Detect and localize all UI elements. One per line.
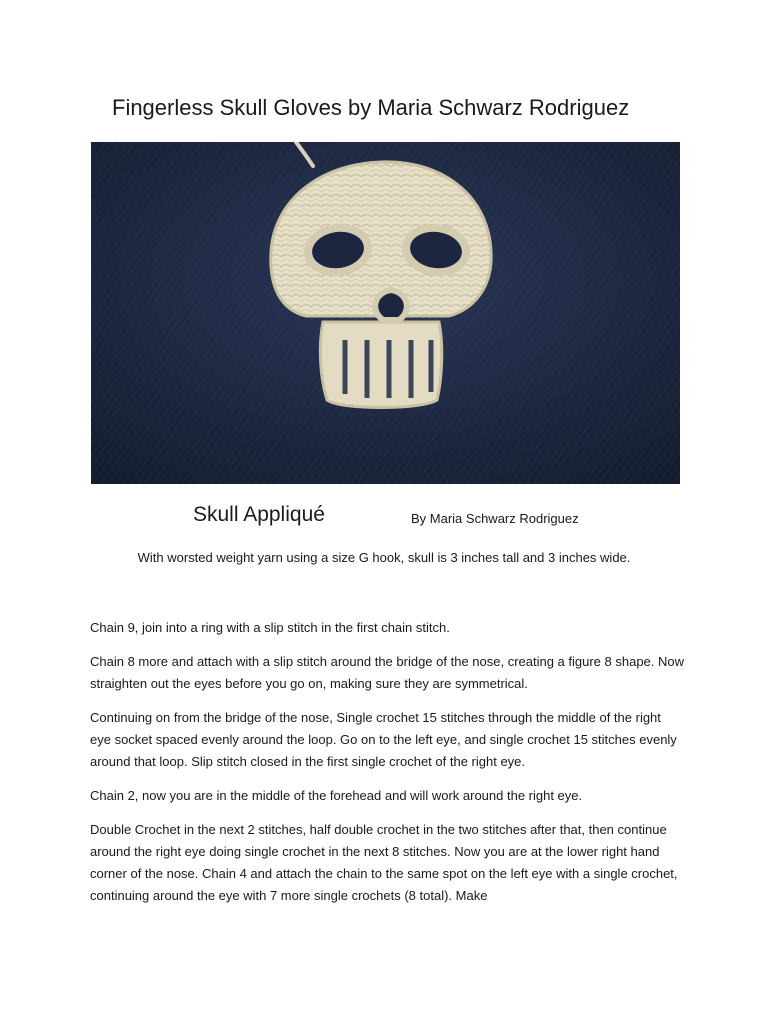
section-title: Skull Appliqué <box>193 503 325 526</box>
byline: By Maria Schwarz Rodriguez <box>411 511 579 526</box>
document-title: Fingerless Skull Gloves by Maria Schwarz Rodriguez <box>112 95 630 120</box>
instruction-paragraph: Double Crochet in the next 2 stitches, half double crochet in the two stitches after that, then continue around the right eye doing single crochet in the next 8 stitches. Now you are at the lower right hand corner of the nose. Chain 4 and attach the chain to the same spot on the left eye with a single crochet, continuing around the eye with 7 more single crochets (8 total). Make <box>90 822 678 903</box>
pattern-instructions <box>90 617 685 919</box>
skull-applique-photo <box>91 142 680 484</box>
instruction-paragraph: Continuing on from the bridge of the nose, Single crochet 15 stitches through the middle of the right eye socket spaced evenly around the loop. Go on to the left eye, and single crochet 15 stitches evenly around that loop. Slip stitch closed in the first single crochet of the right eye. <box>90 710 677 769</box>
pattern-specification: With worsted weight yarn using a size G hook, skull is 3 inches tall and 3 inches wide. <box>137 550 631 565</box>
instruction-paragraph: Chain 9, join into a ring with a slip stitch in the first chain stitch. <box>90 620 450 635</box>
instruction-paragraph: Chain 2, now you are in the middle of the forehead and will work around the right eye. <box>90 788 583 803</box>
instruction-paragraph: Chain 8 more and attach with a slip stitch around the bridge of the nose, creating a figure 8 shape. Now straighten out the eyes before you go on, making sure they are symmetrical. <box>90 654 685 691</box>
